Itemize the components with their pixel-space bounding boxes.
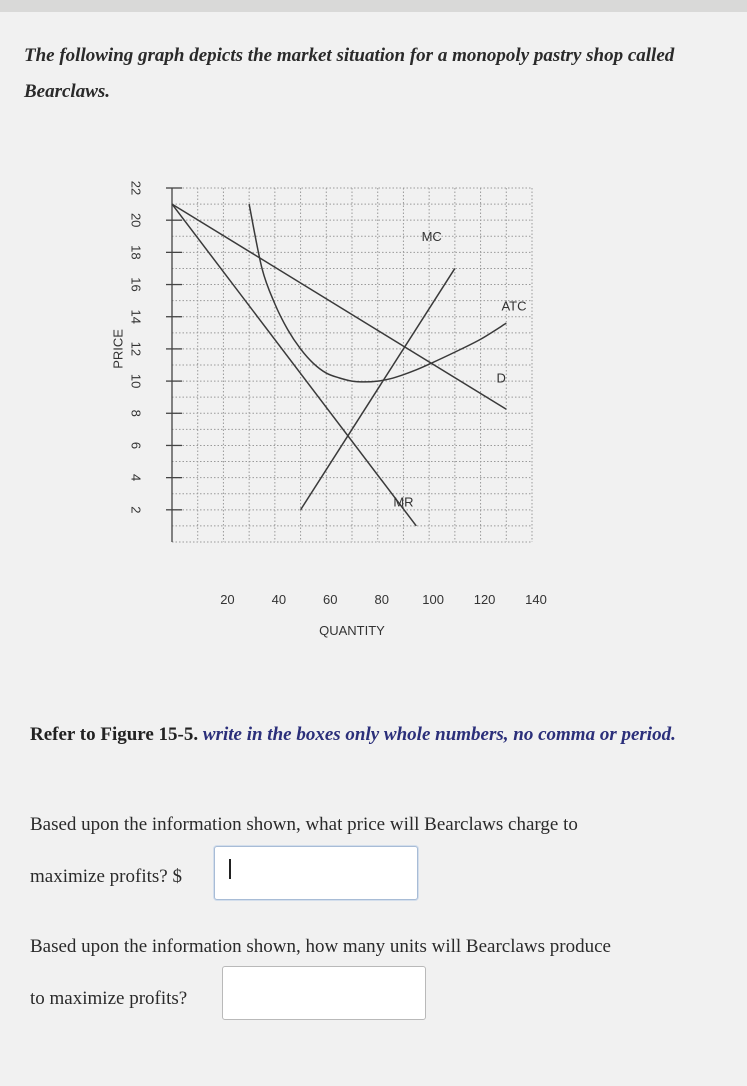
y-tick-label: 6 [128,441,144,450]
series-mc-label: MC [421,229,442,245]
y-axis-label: PRICE [110,329,126,369]
y-tick-label: 14 [128,309,144,324]
grid [172,188,532,542]
y-tick-label: 12 [128,341,144,357]
x-tick-label: 140 [525,592,547,607]
x-tick-label: 20 [220,592,235,607]
series-mr-label: MR [393,494,414,510]
series-d-label: D [496,370,506,386]
y-tick-label: 18 [128,245,144,260]
quantity-answer-input[interactable] [222,966,426,1020]
series-atc-label: ATC [501,298,527,314]
x-axis-label: QUANTITY [319,623,385,638]
y-tick-label: 16 [128,277,144,292]
x-tick-label: 120 [473,592,496,607]
text-cursor [229,859,231,879]
x-tick-label: 80 [374,592,389,607]
y-tick-label: 20 [128,212,144,228]
instruction-text [30,718,720,752]
y-tick-label: 2 [128,506,144,514]
price-question: Based upon the information shown, what price will Bearclaws charge to [30,814,578,835]
figure-reference: Refer to Figure 15-5. [30,724,199,745]
quantity-question-cont: to maximize profits? [30,988,188,1009]
y-tick-label: 4 [128,474,144,482]
instruction-note: write in the boxes only whole numbers, no comma or period. [198,724,676,745]
x-tick-label: 100 [422,592,444,607]
y-tick-label: 8 [128,409,144,417]
x-tick-label: 40 [271,592,287,607]
x-tick-label: 60 [323,592,338,607]
y-tick-label: 22 [128,180,144,196]
price-answer-input[interactable] [214,846,418,900]
y-tick-label: 10 [128,373,144,389]
intro-text: The following graph depicts the market situation for a monopoly pastry shop called Bearclaws. [24,45,675,102]
quantity-question: Based upon the information shown, how many units will Bearclaws produce [30,936,611,957]
price-question-cont: maximize profits? $ [30,866,182,887]
